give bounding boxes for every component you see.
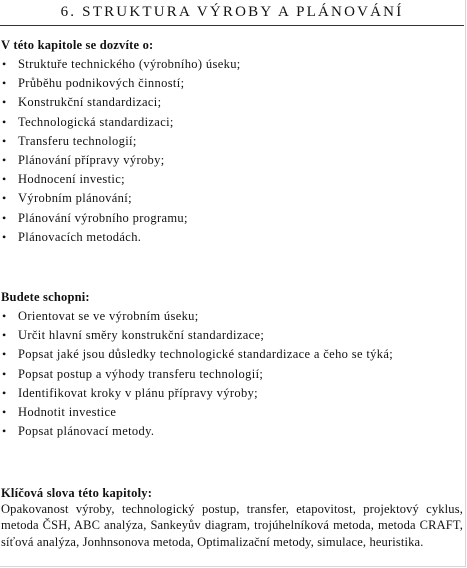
list-item-text: Plánovacích metodách. bbox=[18, 229, 142, 244]
list-item-text: Hodnotit investice bbox=[18, 404, 117, 419]
list-item-text: Hodnocení investic; bbox=[18, 172, 125, 187]
bullet-icon: • bbox=[2, 57, 7, 71]
list-item-text: Popsat postup a výhody transferu technologií; bbox=[18, 366, 264, 381]
list-item bbox=[0, 170, 241, 189]
list-item-text: Popsat plánovací metody. bbox=[18, 424, 155, 439]
bullet-icon: • bbox=[2, 366, 7, 381]
list-item-text: Průběhu podnikových činností; bbox=[18, 76, 185, 91]
list-item-text: Výrobním plánování; bbox=[18, 191, 132, 206]
list-item-text: Plánování výrobního programu; bbox=[18, 210, 188, 225]
chapter-title: 6. STRUKTURA VÝROBY A PLÁNOVÁNÍ bbox=[0, 0, 464, 26]
list-item bbox=[0, 326, 393, 345]
list-item-text: Konstrukční standardizaci; bbox=[18, 95, 162, 110]
keywords-text: Opakovanost výroby, technologický postup, transfer, etapovitost, projektový cyklus, metoda ČSH, ABC analýza, Sankeyův diagram, trojúhelníková metoda, metoda CRAFT, síťová analýza, Jonhnsonova metoda, Optimalizační metody, simulace, heuristika. bbox=[1, 502, 463, 549]
list-item bbox=[0, 132, 241, 151]
bullet-icon: • bbox=[2, 172, 7, 187]
list-item-text: Popsat jaké jsou důsledky technologické standardizace a čeho se týká; bbox=[18, 347, 394, 362]
bullet-icon: • bbox=[2, 95, 7, 110]
bullet-icon: • bbox=[2, 328, 7, 343]
list-item-text: Transferu technologií; bbox=[18, 133, 137, 148]
list-item bbox=[0, 74, 241, 93]
list-item bbox=[0, 422, 393, 441]
list-item bbox=[0, 55, 241, 74]
list-item-text: Identifikovat kroky v plánu přípravy výroby; bbox=[18, 385, 259, 400]
list-item bbox=[0, 113, 241, 132]
skills-heading: Budete schopni: bbox=[1, 290, 90, 304]
list-item bbox=[0, 228, 241, 247]
list-item bbox=[0, 307, 393, 326]
bullet-icon: • bbox=[2, 229, 7, 244]
bullet-icon: • bbox=[2, 347, 7, 362]
bullet-icon: • bbox=[2, 424, 7, 439]
bullet-icon: • bbox=[2, 210, 7, 225]
list-item bbox=[0, 151, 241, 170]
keywords-heading: Klíčová slova této kapitoly: bbox=[1, 486, 153, 500]
bullet-icon: • bbox=[2, 76, 7, 91]
list-item-text: Orientovat se ve výrobním úseku; bbox=[18, 309, 199, 323]
list-item bbox=[0, 189, 241, 208]
list-item bbox=[0, 403, 393, 422]
bullet-icon: • bbox=[2, 133, 7, 148]
list-item bbox=[0, 345, 393, 364]
bullet-icon: • bbox=[2, 114, 7, 129]
intro-list bbox=[0, 55, 241, 247]
list-item-text: Technologická standardizaci; bbox=[18, 114, 174, 129]
list-item bbox=[0, 209, 241, 228]
list-item bbox=[0, 384, 393, 403]
bullet-icon: • bbox=[2, 309, 7, 323]
list-item-text: Plánování přípravy výroby; bbox=[18, 152, 165, 167]
skills-list bbox=[0, 307, 393, 441]
bullet-icon: • bbox=[2, 385, 7, 400]
bullet-icon: • bbox=[2, 191, 7, 206]
list-item-text: Struktuře technického (výrobního) úseku; bbox=[18, 57, 241, 71]
bullet-icon: • bbox=[2, 152, 7, 167]
intro-heading: V této kapitole se dozvíte o: bbox=[1, 38, 154, 52]
list-item bbox=[0, 93, 241, 112]
list-item-text: Určit hlavní směry konstrukční standardizace; bbox=[18, 328, 265, 343]
bullet-icon: • bbox=[2, 404, 7, 419]
list-item bbox=[0, 365, 393, 384]
